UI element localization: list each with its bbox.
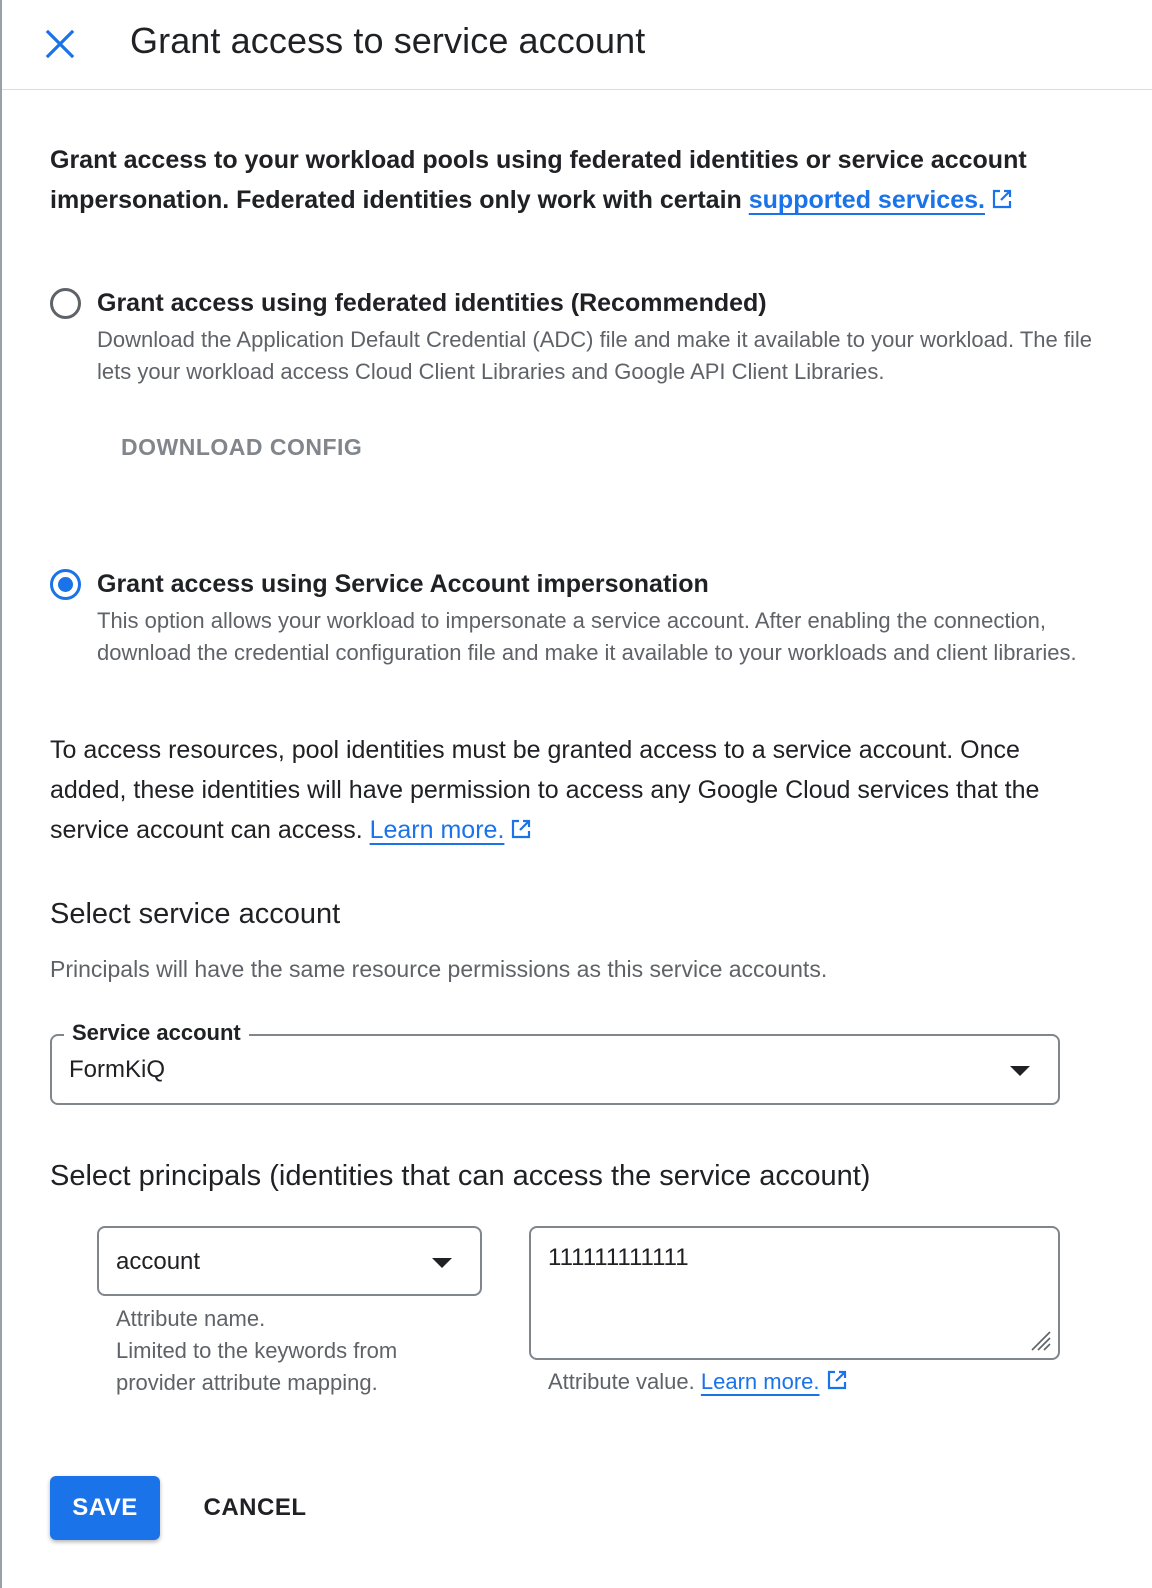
external-link-icon [991,188,1013,210]
save-button[interactable]: SAVE [50,1476,160,1540]
option-impersonation [50,567,1110,707]
select-service-account-heading: Select service account [50,898,341,930]
dropdown-arrow-icon [1010,1066,1030,1076]
attribute-name-helper-line: provider attribute mapping. [116,1370,378,1395]
attribute-name-value: account [116,1248,201,1275]
radio-impersonation[interactable] [50,569,81,600]
intro-text [50,140,1100,220]
service-account-subtext: Principals will have the same resource permissions as this service accounts. [50,956,828,982]
download-config-button[interactable]: DOWNLOAD CONFIG [121,434,363,460]
option-federated-description: Download the Application Default Credential (ADC) file and make it available to your workload. The file lets your workload access Cloud Client Libraries and Google API Client Libraries. [97,327,1093,384]
attribute-value-text: 111111111111 [548,1244,689,1271]
resize-handle-icon[interactable] [1026,1326,1052,1352]
option-federated-label[interactable]: Grant access using federated identities (Recommended) [97,289,767,317]
external-link-icon [510,818,532,840]
dropdown-arrow-icon [432,1258,452,1268]
option-impersonation-description: This option allows your workload to impersonate a service account. After enabling the connection, download the credential configuration file and make it available to your workloads and client libraries. [97,608,1077,665]
service-account-value: FormKiQ [69,1056,165,1083]
close-button[interactable] [40,24,80,64]
learn-more-link[interactable]: Learn more. [369,816,505,844]
access-info-text [50,730,1080,850]
intro-body: Grant access to your workload pools using federated identities or service account impersonation. Federated identities only work with certain [50,146,1027,214]
page-title: Grant access to service account [130,20,646,61]
option-federated [50,286,1110,396]
external-link-icon [826,1369,848,1391]
radio-federated[interactable] [50,288,81,319]
service-account-field-label: Service account [64,1020,249,1046]
attribute-value-textarea[interactable] [529,1226,1060,1360]
supported-services-link[interactable]: supported services. [748,186,985,214]
attribute-name-select[interactable] [97,1226,482,1296]
attribute-name-helper-line: Attribute name. [116,1306,266,1331]
attribute-name-helper-line: Limited to the keywords from [116,1338,398,1363]
option-impersonation-label[interactable]: Grant access using Service Account impersonation [97,570,709,598]
service-account-select[interactable] [50,1020,1060,1105]
cancel-button[interactable]: CANCEL [203,1494,307,1521]
attribute-name-helper [116,1303,397,1399]
attribute-value-helper [548,1366,848,1398]
panel-left-border [0,0,2,1588]
close-icon [45,29,75,59]
attribute-value-helper-text: Attribute value. [548,1369,701,1394]
panel-header [2,0,1152,90]
select-principals-heading: Select principals (identities that can access the service account) [50,1160,871,1192]
access-info-body: To access resources, pool identities must be granted access to a service account. Once added, these identities will have permission to access any Google Cloud services that the service account can access. [50,736,1040,844]
attribute-learn-more-link[interactable]: Learn more. [700,1369,820,1394]
